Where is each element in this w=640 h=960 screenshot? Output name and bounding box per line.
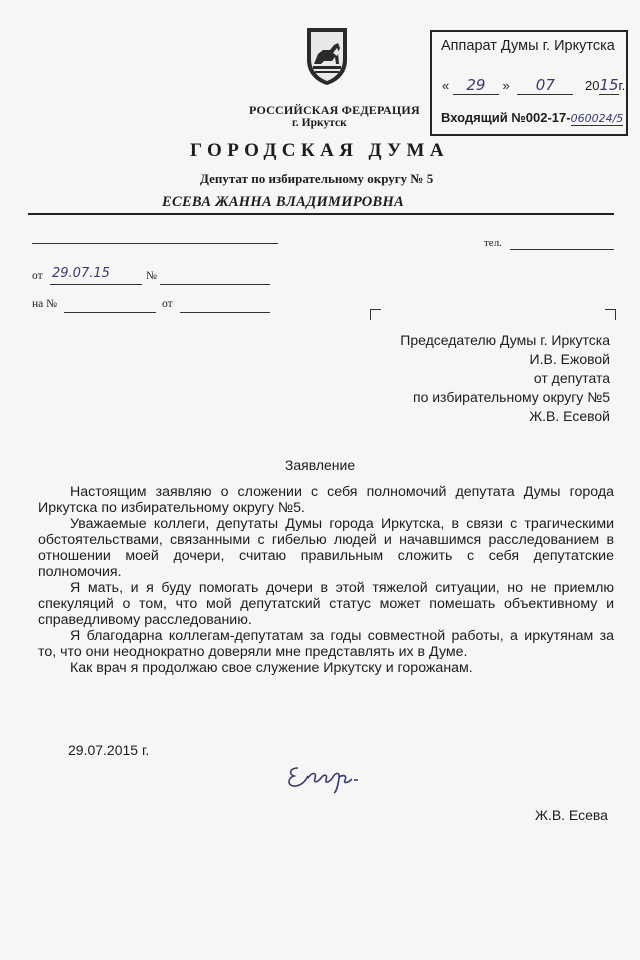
number-label: № bbox=[146, 270, 157, 282]
from-date-line bbox=[50, 284, 142, 285]
deputy-district: Депутат по избирательному округу № 5 bbox=[200, 171, 434, 186]
stamp-month: 07 bbox=[517, 76, 573, 95]
header-divider bbox=[28, 213, 614, 215]
addressee-line: по избирательному округу №5 bbox=[412, 389, 610, 405]
stamp-reg-number: 060024/5 bbox=[570, 112, 624, 125]
stamp-day: 29 bbox=[453, 76, 499, 95]
reply-from-label: от bbox=[162, 298, 173, 310]
city-heading: г. Иркутск bbox=[292, 117, 347, 129]
signatory-name: Ж.В. Есева bbox=[535, 807, 608, 823]
number-line bbox=[160, 284, 270, 285]
from-date: 29.07.15 bbox=[52, 266, 110, 281]
addressee-line: от депутата bbox=[533, 370, 610, 386]
stamp-registration bbox=[441, 110, 623, 125]
addressee-line: И.В. Ежовой bbox=[529, 351, 610, 367]
paragraph: Настоящим заявляю о сложении с себя полномочий депутата Думы города Иркутска по избирательному округу №5. bbox=[38, 484, 614, 516]
deputy-name: ЕСЕВА ЖАННА ВЛАДИМИРОВНА bbox=[162, 194, 405, 210]
stamp-close-quote: » bbox=[502, 78, 510, 93]
stamp-open-quote: « bbox=[442, 78, 450, 93]
address-blank-line bbox=[32, 243, 278, 244]
addressee-line: Председателю Думы г. Иркутска bbox=[400, 332, 610, 348]
paragraph: Я благодарна коллегам-депутатам за годы совместной работы, а иркутянам за то, что они неоднократно доверяли мне представлять их в Думе. bbox=[38, 628, 614, 660]
statement-body bbox=[38, 484, 614, 676]
stamp-year: 15 bbox=[599, 76, 619, 94]
document-title: Заявление bbox=[284, 457, 356, 473]
signature-icon bbox=[284, 760, 366, 794]
address-corner-right bbox=[605, 309, 616, 320]
council-title: ГОРОДСКАЯ ДУМА bbox=[190, 140, 449, 161]
tel-blank-line bbox=[510, 249, 614, 250]
address-corner-left bbox=[370, 309, 381, 320]
tel-label: тел. bbox=[484, 237, 502, 249]
addressee-line: Ж.В. Есевой bbox=[529, 408, 610, 424]
addressee-block bbox=[400, 331, 610, 426]
stamp-reg-label: Входящий №002-17- bbox=[441, 110, 571, 125]
stamp-date bbox=[442, 76, 625, 95]
reply-from-line bbox=[180, 312, 270, 313]
reply-to-label: на № bbox=[32, 298, 58, 310]
paragraph: Как врач я продолжаю свое служение Иркутску и горожанам. bbox=[70, 660, 473, 676]
paragraph: Я мать, и я буду помогать дочери в этой тяжелой ситуации, но не приемлю спекуляций о том, что мой депутатский статус может помешать объективному и справедливому расследованию. bbox=[38, 580, 614, 628]
federation-heading: РОССИЙСКАЯ ФЕДЕРАЦИЯ bbox=[249, 103, 420, 117]
from-label: от bbox=[32, 270, 43, 282]
stamp-year-suffix: г. bbox=[618, 78, 626, 93]
stamp-year-prefix: 20 bbox=[584, 78, 600, 93]
statement-date: 29.07.2015 г. bbox=[68, 742, 150, 758]
paragraph: Уважаемые коллеги, депутаты Думы города Иркутска, в связи с трагическими обстоятельствами, связанными с гибелью людей и начавшимся расследованием в отношении моей дочери, считаю правильным сложить с себя депутатские полномочия. bbox=[38, 516, 614, 580]
coat-of-arms-icon bbox=[303, 26, 351, 86]
reply-to-line bbox=[64, 312, 156, 313]
stamp-title: Аппарат Думы г. Иркутска bbox=[441, 38, 615, 54]
